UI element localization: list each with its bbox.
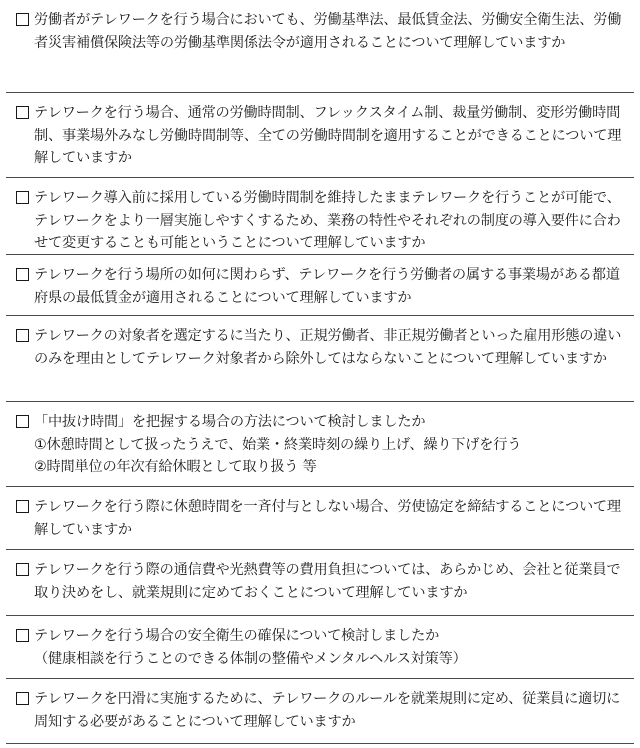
checklist-item-1 [6,0,634,93]
checklist-item-text: 「中抜け時間」を把握する場合の方法について検討しましたか [34,414,426,430]
checklist-item-6 [6,402,634,487]
checklist-item-text: テレワークを行う際の通信費や光熱費等の費用負担については、あらかじめ、会社と従業員で取り決めをし、就業規則に定めておくことについて理解していますか [34,562,621,601]
checkbox-8[interactable] [16,563,29,576]
checkbox-7[interactable] [16,500,29,513]
checklist-item-8 [6,550,634,616]
checkbox-3[interactable] [16,191,29,204]
checkbox-10[interactable] [16,692,29,705]
checklist-item-subtext: ①休憩時間として扱ったうえで、始業・終業時刻の繰り上げ、繰り下げを行う [34,436,522,453]
checklist-item-text: テレワークを行う際に休憩時間を一斉付与としない場合、労使協定を締結することについて理解していますか [34,499,621,538]
checkbox-2[interactable] [16,106,29,119]
checklist-item-5 [6,316,634,402]
checklist-item-text: テレワークを円滑に実施するために、テレワークのルールを就業規則に定め、従業員に適切に周知する必要があることについて理解していますか [34,691,621,730]
checkbox-5[interactable] [16,329,29,342]
checkbox-4[interactable] [16,268,29,281]
checklist-item-7 [6,487,634,550]
checklist-item-text: テレワークを行う場合の安全衛生の確保について検討しましたか [34,628,440,644]
checkbox-9[interactable] [16,629,29,642]
checklist-item-9 [6,616,634,679]
checklist-item-subtext: （健康相談を行うことのできる体制の整備やメンタルヘルス対策等） [34,650,467,667]
checklist-item-text: テレワークを行う場合、通常の労働時間制、フレックスタイム制、裁量労働制、変形労働時間制、事業場外みなし労働時間制等、全ての労働時間制を適用することができることについて理解していますか [34,105,622,166]
checklist-item-10 [6,679,634,744]
checklist-item-text: 労働者がテレワークを行う場合においても、労働基準法、最低賃金法、労働安全衛生法、労働者災害補償保険法等の労働基準関係法令が適用されることについて理解していますか [34,12,622,51]
checklist-item-2 [6,93,634,178]
checklist-item-text: テレワーク導入前に採用している労働時間制を維持したままテレワークを行うことが可能で、テレワークをより一層実施しやすくするため、業務の特性やそれぞれの制度の導入要件に合わせて変更することも可能ということについて理解していますか [34,190,621,251]
checklist-item-3 [6,178,634,255]
checkbox-1[interactable] [16,13,29,26]
checklist-item-subtext: ②時間単位の年次有給休暇として取り扱う 等 [34,459,317,475]
checklist-item-text: テレワークを行う場所の如何に関わらず、テレワークを行う労働者の属する事業場がある都道府県の最低賃金が適用されることについて理解していますか [34,267,620,306]
checkbox-6[interactable] [16,415,29,428]
checklist-item-text: テレワークの対象者を選定するに当たり、正規労働者、非正規労働者といった雇用形態の違いのみを理由としてテレワーク対象者から除外してはならないことについて理解していますか [34,328,622,367]
checklist-item-4 [6,255,634,316]
